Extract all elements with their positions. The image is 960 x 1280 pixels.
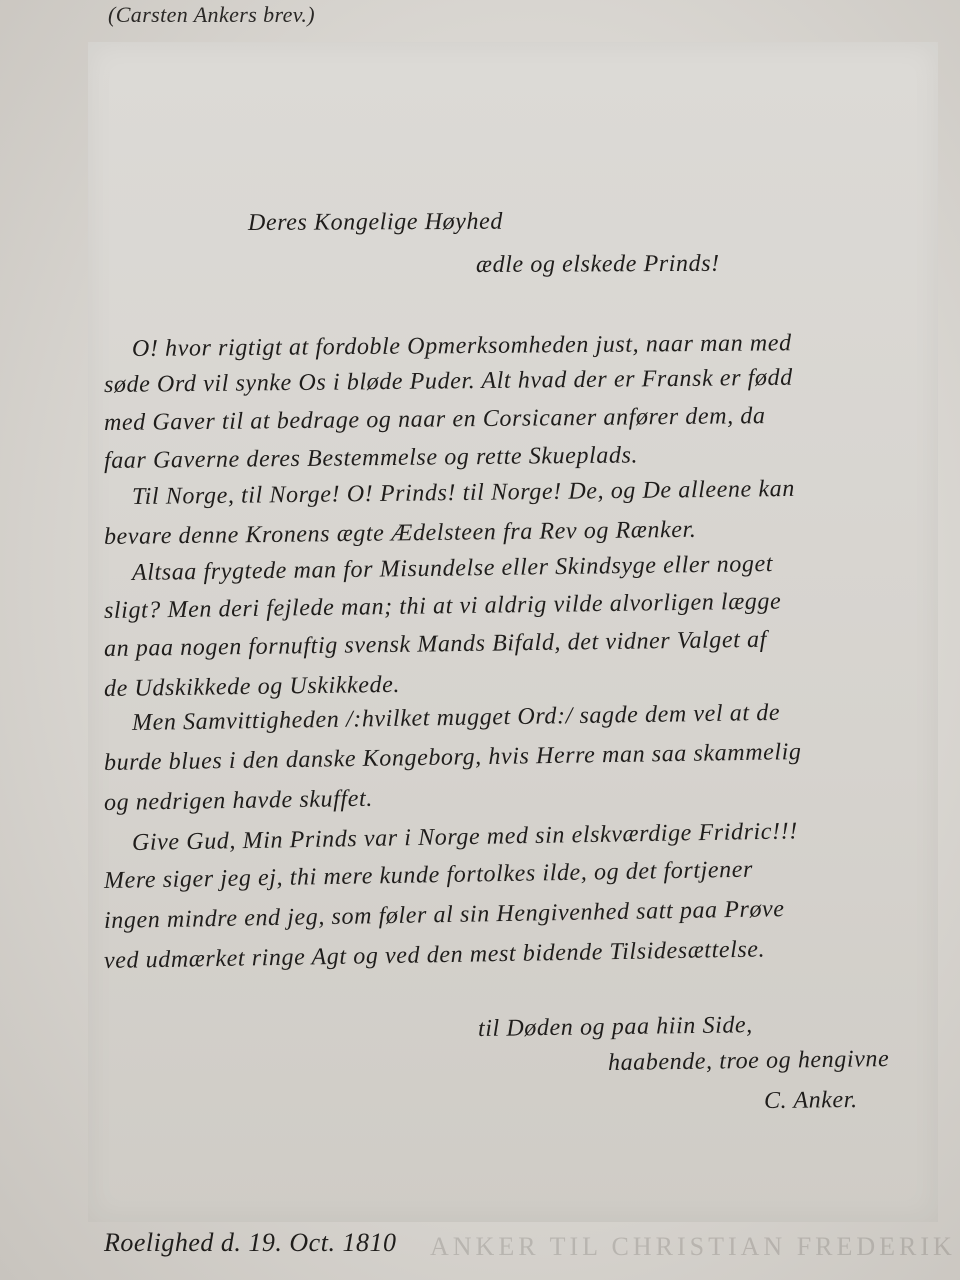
body-line: de Udskikkede og Uskikkede. [103, 671, 401, 702]
signature: C. Anker. [763, 1087, 858, 1114]
place-date: Roelighed d. 19. Oct. 1810 [104, 1228, 397, 1257]
body-line: Men Samvittigheden /:hvilket mugget Ord:/ sagde dem vel at de [131, 699, 781, 736]
bleed-through-heading: ANKER TIL CHRISTIAN FREDERIK [430, 1232, 956, 1261]
body-line: burde blues i den danske Kongeborg, hvis Herre man saa skammelig [103, 739, 802, 776]
body-line: og nedrigen havde skuffet. [103, 785, 374, 816]
body-line: Mere siger jeg ej, thi mere kunde fortolkes ilde, og det fortjener [103, 856, 754, 894]
salutation-line-2: ædle og elskede Prinds! [475, 250, 720, 278]
body-line: bevare denne Kronens ægte Ædelsteen fra Rev og Rænker. [103, 516, 697, 550]
body-line: Til Norge, til Norge! O! Prinds! til Norge! De, og De alleene kan [131, 475, 796, 510]
body-line: ved udmærket ringe Agt og ved den mest bidende Tilsidesættelse. [103, 936, 766, 974]
body-line: sligt? Men deri fejlede man; thi at vi aldrig vilde alvorligen lægge [103, 588, 782, 624]
closing-line-2: haabende, troe og hengivne [607, 1046, 890, 1076]
body-line: søde Ord vil synke Os i bløde Puder. Alt hvad der er Fransk er fødd [103, 364, 793, 398]
body-line: med Gaver til at bedrage og naar en Corsicaner anfører dem, da [103, 403, 766, 436]
body-line: an paa nogen fornuftig svensk Mands Bifald, det vidner Valget af [103, 626, 768, 662]
caption: (Carsten Ankers brev.) [108, 2, 315, 27]
body-line: faar Gaverne deres Bestemmelse og rette Skueplads. [103, 442, 639, 474]
body-line: ingen mindre end jeg, som føler al sin Hengivenhed satt paa Prøve [103, 896, 785, 934]
body-line: Give Gud, Min Prinds var i Norge med sin elskværdige Fridric!!! [131, 818, 799, 856]
salutation-line-1: Deres Kongelige Høyhed [247, 208, 503, 236]
closing-line-1: til Døden og paa hiin Side, [477, 1012, 754, 1042]
body-line: O! hvor rigtigt at fordoble Opmerksomheden just, naar man med [131, 330, 792, 362]
body-line: Altsaa frygtede man for Misundelse eller Skindsyge eller noget [131, 551, 774, 586]
